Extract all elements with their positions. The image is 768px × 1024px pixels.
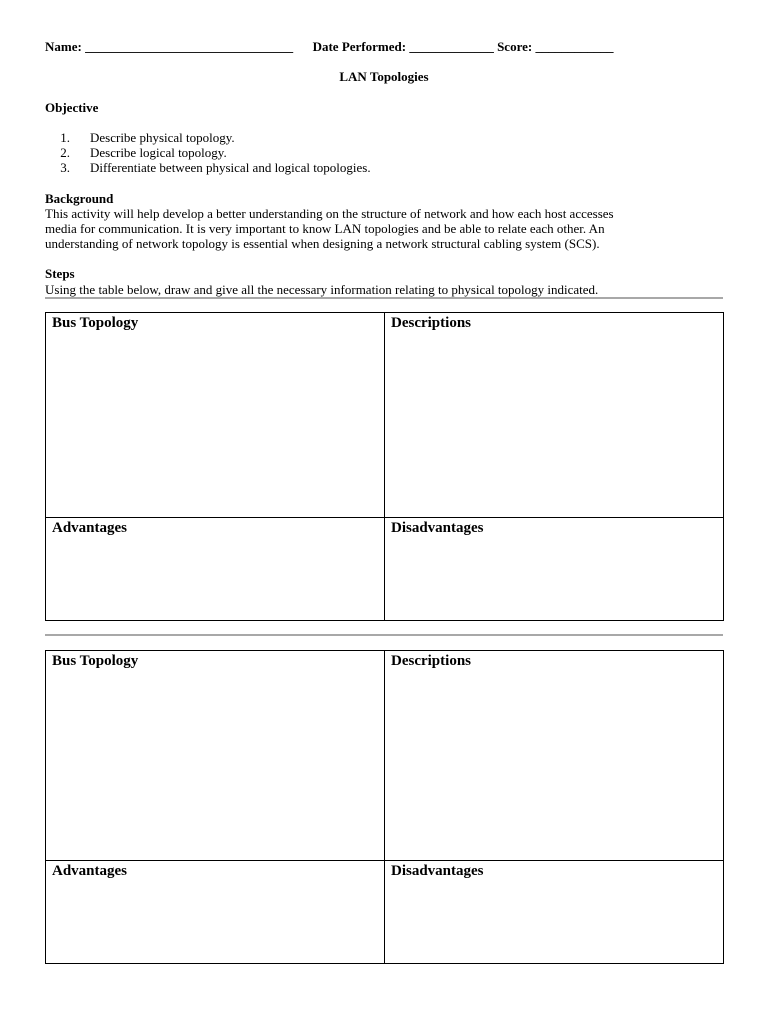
background-heading: Background bbox=[45, 191, 114, 206]
topology-label: Bus Topology bbox=[52, 653, 139, 669]
list-text: Differentiate between physical and logical topologies. bbox=[90, 160, 371, 175]
list-number: 1. bbox=[60, 130, 70, 145]
advantages-cell[interactable] bbox=[46, 861, 385, 964]
score-blank: ____________ bbox=[535, 39, 614, 54]
page-title: LAN Topologies bbox=[339, 69, 429, 84]
list-number: 2. bbox=[60, 145, 70, 160]
disadvantages-cell[interactable] bbox=[385, 861, 724, 964]
descriptions-label: Descriptions bbox=[391, 653, 471, 669]
descriptions-cell[interactable] bbox=[385, 313, 724, 518]
list-text: Describe logical topology. bbox=[90, 145, 227, 160]
topology-table-2 bbox=[45, 650, 724, 964]
background-line: media for communication. It is very important to know LAN topologies and be able to relate each other. An bbox=[45, 221, 605, 236]
disadvantages-cell[interactable] bbox=[385, 518, 724, 621]
list-text: Describe physical topology. bbox=[90, 130, 235, 145]
background-line: understanding of network topology is essential when designing a network structural cabling system (SCS). bbox=[45, 236, 600, 251]
divider bbox=[45, 297, 723, 299]
topology-table-1 bbox=[45, 312, 724, 621]
background-paragraph bbox=[45, 206, 725, 251]
topology-label: Bus Topology bbox=[52, 315, 139, 331]
list-item bbox=[45, 145, 371, 160]
descriptions-cell[interactable] bbox=[385, 651, 724, 861]
date-performed-blank: _____________ bbox=[409, 39, 494, 54]
advantages-label: Advantages bbox=[52, 520, 128, 536]
divider bbox=[45, 634, 723, 636]
descriptions-label: Descriptions bbox=[391, 315, 471, 331]
objective-heading: Objective bbox=[45, 100, 99, 115]
objective-list bbox=[45, 130, 371, 175]
advantages-label: Advantages bbox=[52, 863, 128, 879]
steps-heading: Steps bbox=[45, 266, 75, 281]
advantages-cell[interactable] bbox=[46, 518, 385, 621]
list-item bbox=[45, 160, 371, 175]
topology-drawing-cell[interactable] bbox=[46, 651, 385, 861]
score-label: Score: bbox=[497, 39, 533, 54]
name-label: Name: bbox=[45, 39, 82, 54]
header-fields bbox=[45, 39, 723, 54]
topology-drawing-cell[interactable] bbox=[46, 313, 385, 518]
steps-instruction: Using the table below, draw and give all the necessary information relating to physical topology indicated. bbox=[45, 282, 599, 297]
date-performed-label: Date Performed: bbox=[312, 39, 407, 54]
background-line: This activity will help develop a better understanding on the structure of network and how each host accesses bbox=[45, 206, 614, 221]
disadvantages-label: Disadvantages bbox=[391, 520, 484, 536]
name-blank: ________________________________ bbox=[85, 39, 294, 54]
list-number: 3. bbox=[60, 160, 70, 175]
disadvantages-label: Disadvantages bbox=[391, 863, 484, 879]
list-item bbox=[45, 130, 371, 145]
